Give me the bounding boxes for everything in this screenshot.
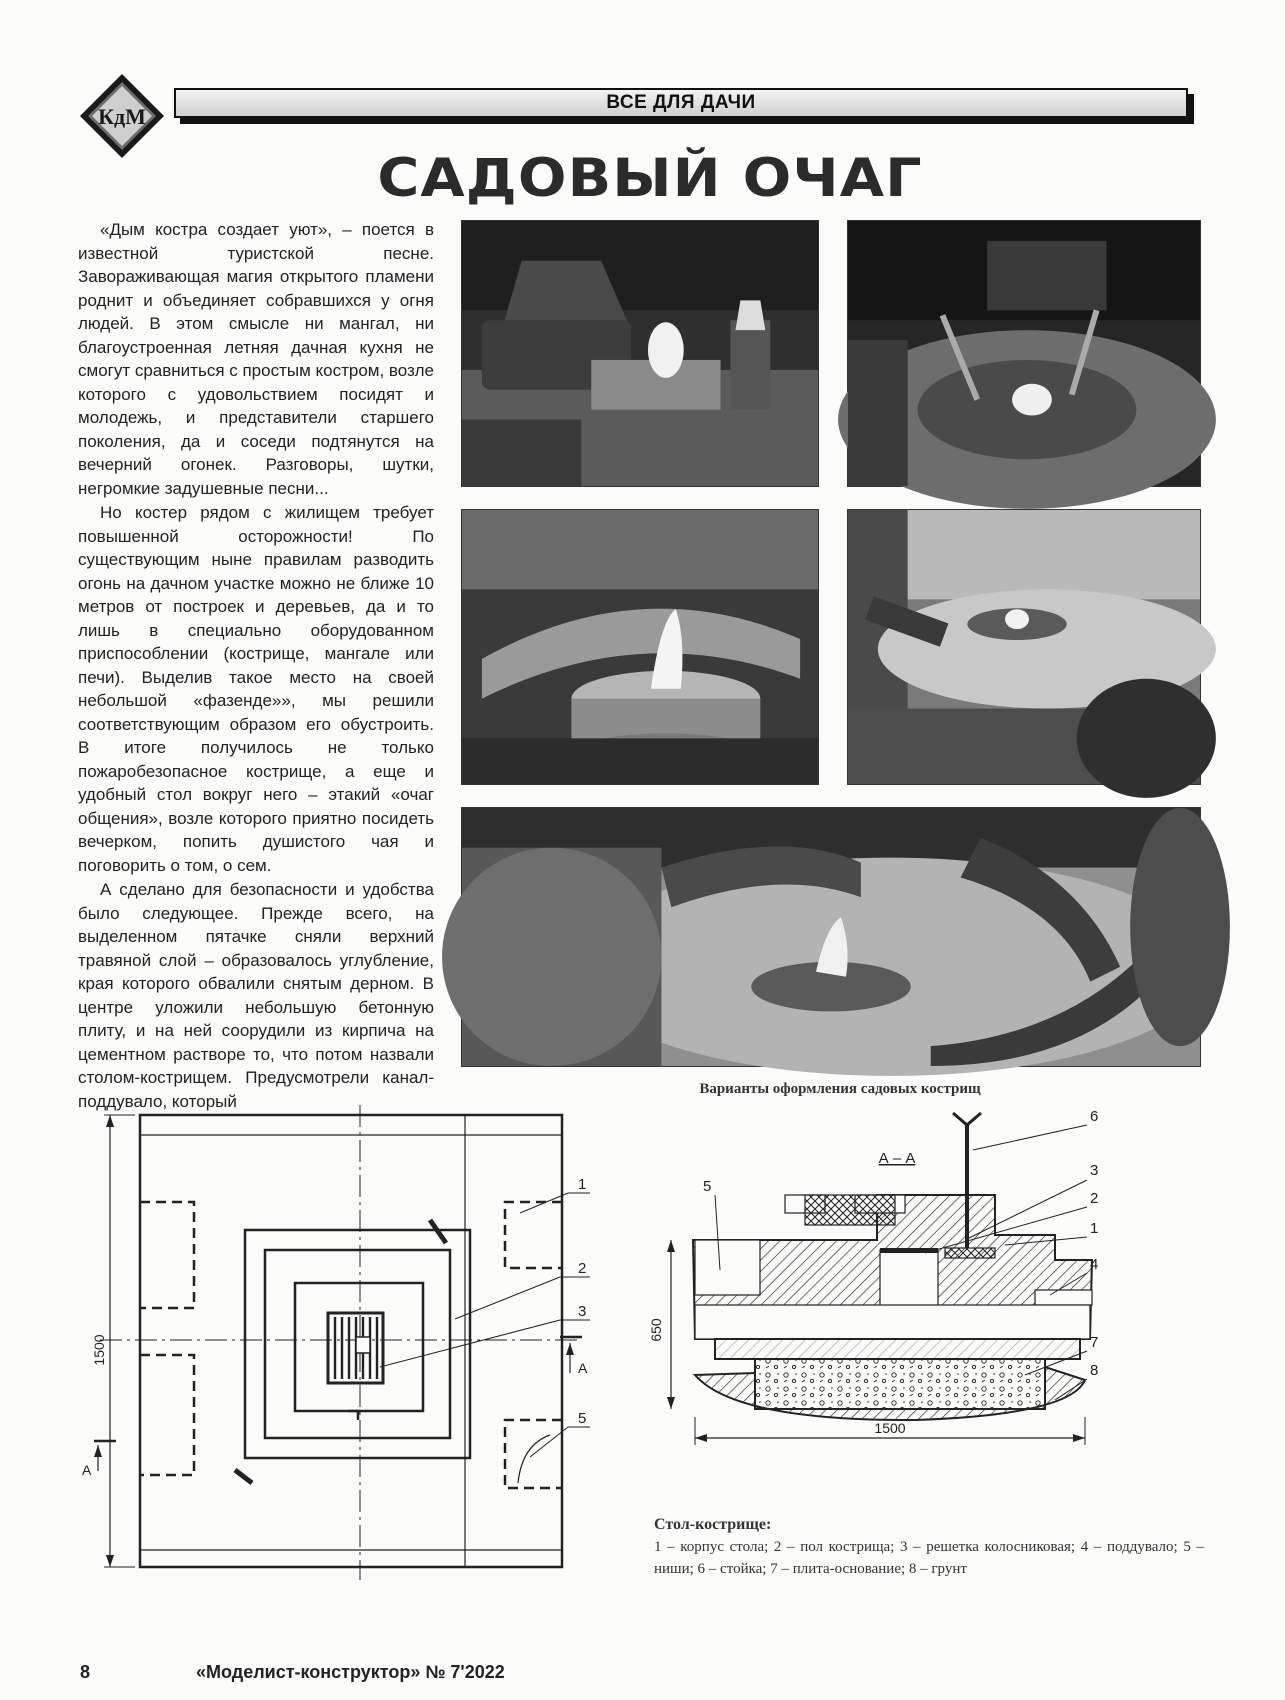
legend-title: Стол-кострище: [654, 1516, 772, 1533]
section-callout-1: 1 [1090, 1220, 1099, 1237]
section-callout-3: 3 [1090, 1162, 1099, 1179]
section-height-dimension: 650 [648, 1318, 664, 1342]
plan-callout-1: 1 [578, 1176, 587, 1193]
section-callout-8: 8 [1090, 1362, 1099, 1379]
section-drawing [648, 1105, 1205, 1465]
plan-section-mark-right: А [578, 1360, 588, 1376]
photo-gravel-fire-bowl-benches [461, 807, 1201, 1067]
journal-name: «Моделист-конструктор» № 7'2022 [196, 1662, 505, 1682]
plan-callout-5: 5 [578, 1410, 587, 1427]
plan-callout-2: 2 [578, 1260, 587, 1277]
article-paragraph-3: А сделано для безопасности и удобства было следующее. Прежде всего, на выделенном пятачке сняли верхний травяной слой – образовалось углубление, края которого обвалили снятым дерном. В центре уложили небольшую бетонную плиту, и на ней соорудили из кирпича на цементном растворе то, что потом назвали столом-кострищем. Предусмотрели канал-поддувало, который [78, 880, 434, 1111]
section-title: А – А [878, 1150, 916, 1167]
legend-body: 1 – корпус стола; 2 – пол кострища; 3 – решетка колосниковая; 4 – поддувало; 5 – ниши; 6 – стойка; 7 – плита-основание; 8 – грунт [654, 1539, 1204, 1577]
photos-caption: Варианты оформления садовых кострищ [699, 1081, 981, 1097]
section-title: ВСЕ ДЛЯ ДАЧИ [606, 92, 756, 113]
article-paragraph-1: «Дым костра создает уют», – поется в известной туристской песне. Завораживающая магия открытого пламени роднит и объединяет собравшихся у огня людей. В этом смысле ни мангал, ни благоустроенная летняя дачная кухня не смогут сравниться с простым костром, возле которого с удовольствием посидят и молодежь, и представители старшего поколения, да и соседи подтянутся на вечерний огонек. Разговоры, шутки, негромкие задушевные песни... [78, 220, 434, 498]
logo-text: КдМ [98, 104, 146, 129]
section-callout-6: 6 [1090, 1108, 1099, 1125]
drawing-legend [654, 1514, 1204, 1580]
article-paragraph-2: Но костер рядом с жилищем требует повышенной осторожности! По существующим ныне правилам разводить огонь на дачном участке можно не ближе 10 метров от построек и деревьев, да и то лишь в специально оборудованном приспособлении (кострище, мангале или печи). Выделив такое место на своей небольшой «фазенде»», мы решили соответствующим образом его обустроить. В итоге получилось не только пожаробезопасное кострище, а еще и удобный стол вокруг него – этакий «очаг общения», возле которого приятно посидеть вечерком, попить душистого чая и поговорить о том, о сем. [78, 503, 434, 875]
plan-callout-3: 3 [578, 1303, 587, 1320]
photo-curved-bench-fire-ring [461, 509, 819, 785]
section-callout-7: 7 [1090, 1334, 1099, 1351]
magazine-logo [78, 72, 166, 160]
section-callout-4: 4 [1090, 1256, 1099, 1273]
article-body [78, 218, 434, 1114]
page-number: 8 [80, 1662, 91, 1682]
article-title: САДОВЫЙ ОЧАГ [377, 148, 923, 209]
plan-dimension-label: 1500 [91, 1334, 107, 1366]
section-banner [174, 88, 1194, 124]
section-callout-5: 5 [703, 1178, 712, 1195]
section-width-dimension: 1500 [874, 1420, 906, 1436]
plan-section-mark-left: А [82, 1462, 92, 1478]
photo-night-stone-circle [847, 220, 1201, 487]
plan-drawing [82, 1105, 610, 1585]
photo-patio-fire-table [461, 220, 819, 487]
photo-lakeside-fire-pit [847, 509, 1201, 785]
section-callout-2: 2 [1090, 1190, 1099, 1207]
